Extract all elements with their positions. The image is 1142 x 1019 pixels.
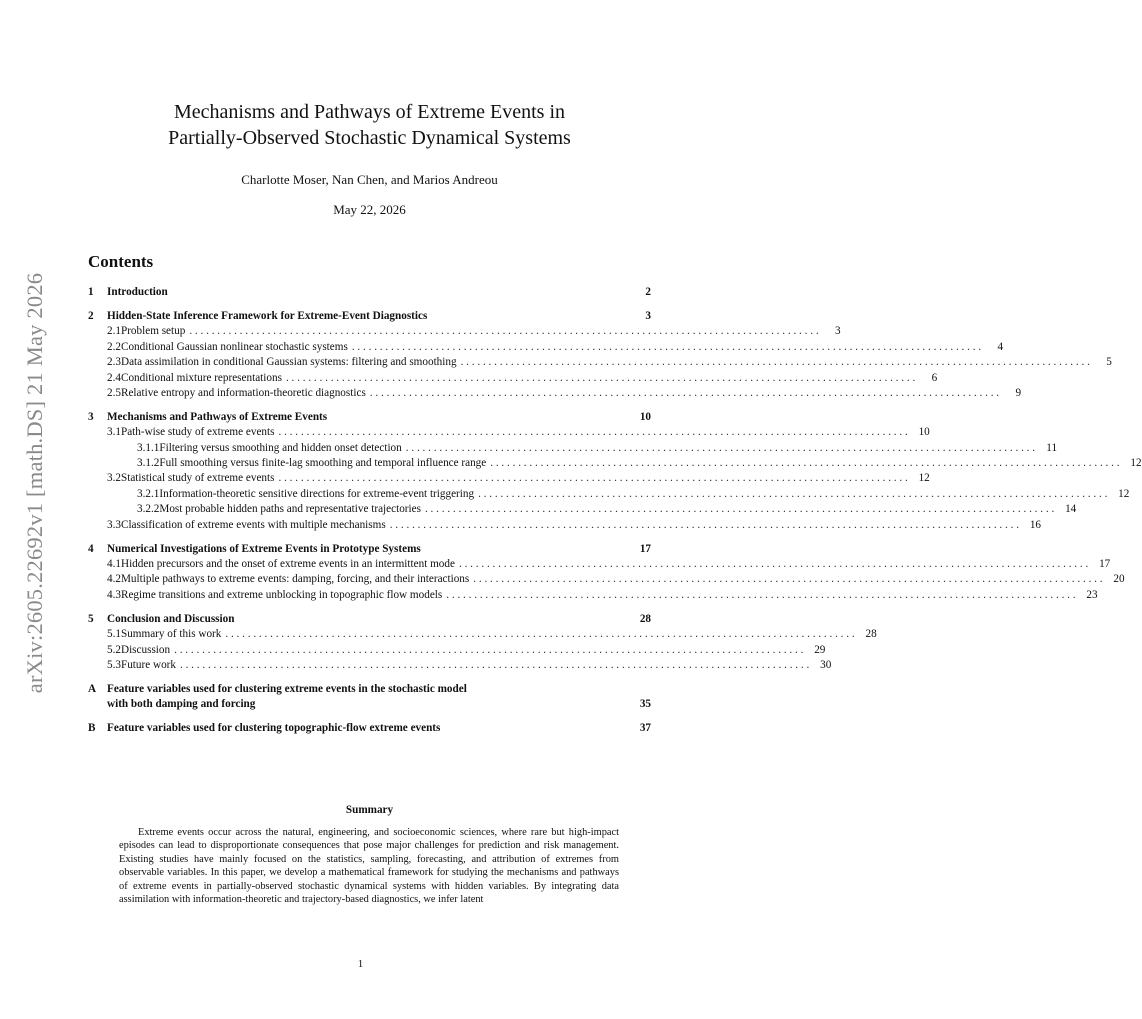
toc-appendix-b[interactable] xyxy=(88,721,651,736)
toc-entry-page: 2 xyxy=(645,286,651,298)
toc-entry-number: 3.1.2 xyxy=(137,457,160,470)
toc-leader-dots xyxy=(421,502,1054,517)
toc-entry-page: 12 xyxy=(1130,457,1142,470)
summary-text: Extreme events occur across the natural, engineering, and socioeconomic sciences, where rare but high-impact episodes can lead to disproportionate consequences that pose major challenges for prediction and risk management. Existing studies have mainly focused on the statistics, sampling, forecasting, and attribution of extremes from observable variables. In this paper, we develop a mathematical framework for studying the mechanisms and pathways of extreme events in partially-observed stochastic dynamical systems with hidden variables. By integrating data assimilation with information-theoretic and trajectory-based diagnostics, we infer latent xyxy=(119,827,619,906)
toc-entry-number: 3.3 xyxy=(107,518,121,531)
toc-leader-dots xyxy=(486,456,1119,471)
toc-entry-title xyxy=(107,682,629,713)
toc-entry-page: 3 xyxy=(645,309,651,322)
toc-entry-title: Mechanisms and Pathways of Extreme Events xyxy=(107,410,328,423)
toc-leader-dots xyxy=(274,425,907,440)
toc-entry-title: Path-wise study of extreme events xyxy=(120,426,275,439)
toc-entry-title: Numerical Investigations of Extreme Events in Prototype Systems xyxy=(107,542,421,555)
toc-entry-number: 2.5 xyxy=(107,386,121,399)
toc-entry-page: 14 xyxy=(1065,503,1077,516)
toc-entry-3-1-2[interactable] xyxy=(88,456,1142,471)
toc-entry-title: Data assimilation in conditional Gaussian systems: filtering and smoothing xyxy=(120,356,457,369)
toc-entry-number: B xyxy=(88,722,96,735)
toc-entry-page: 12 xyxy=(918,472,930,485)
toc-leader-dots xyxy=(457,355,1090,370)
toc-entry-3-1[interactable] xyxy=(88,425,930,440)
toc-entry-title: Feature variables used for clustering topographic-flow extreme events xyxy=(107,722,441,735)
toc-entry-title: Classification of extreme events with multiple mechanisms xyxy=(120,518,386,531)
toc-entry-3-1-1[interactable] xyxy=(88,441,1058,456)
toc-entry-5-1[interactable] xyxy=(88,627,877,642)
toc-entry-title: Discussion xyxy=(120,643,171,656)
toc-entry-number: 3.1.1 xyxy=(137,441,160,454)
toc-entry-title: Regime transitions and extreme unblocking in topographic flow models xyxy=(120,588,443,601)
toc-rows xyxy=(88,285,1142,673)
toc-entry-number: 2.4 xyxy=(107,371,121,384)
toc-entry-4-1[interactable] xyxy=(88,557,1111,572)
toc-entry-page: 28 xyxy=(639,612,651,625)
toc-entry-title: Problem setup xyxy=(120,325,186,338)
toc-entry-page: 17 xyxy=(1099,558,1111,570)
page-number: 1 xyxy=(357,958,364,970)
toc-entry-number: A xyxy=(88,682,97,695)
toc-entry-number: 4.1 xyxy=(107,558,121,570)
toc-entry-number: 4 xyxy=(88,542,94,555)
toc-entry-page: 20 xyxy=(1113,573,1125,586)
toc-entry-number: 3.2.2 xyxy=(137,503,160,516)
title-line-2: Partially-Observed Stochastic Dynamical Systems xyxy=(168,127,571,149)
toc-entry-title-line-2: with both damping and forcing xyxy=(107,698,256,711)
toc-entry-page: 9 xyxy=(1015,386,1022,399)
toc-entry-page: 10 xyxy=(918,426,930,439)
toc-entry-page: 6 xyxy=(931,371,938,384)
toc-leader-dots xyxy=(469,572,1102,587)
toc-heading: Contents xyxy=(88,252,154,271)
toc-entry-page: 12 xyxy=(1118,487,1130,500)
toc-entry-page: 10 xyxy=(639,410,651,423)
toc-leader-dots xyxy=(274,471,907,486)
toc-entry-5[interactable] xyxy=(88,612,651,627)
toc-entry-2-4[interactable] xyxy=(88,371,938,386)
toc-entry-title: Conclusion and Discussion xyxy=(107,612,235,625)
toc-entry-2-3[interactable] xyxy=(88,355,1112,370)
toc-entry-5-2[interactable] xyxy=(88,643,826,658)
toc-leader-dots xyxy=(282,371,915,386)
toc-entry-2-1[interactable] xyxy=(88,324,841,339)
toc-entry-number: 2.1 xyxy=(107,325,121,338)
toc-entry-number: 2.2 xyxy=(107,340,121,353)
toc-entry-3-2[interactable] xyxy=(88,471,930,486)
toc-entry-page: 16 xyxy=(1029,518,1041,531)
toc-entry-page: 11 xyxy=(1046,441,1058,454)
toc-leader-dots xyxy=(474,487,1107,502)
toc-entry-page: 28 xyxy=(865,628,877,641)
toc-leader-dots xyxy=(366,386,999,401)
toc-entry-number: 2 xyxy=(88,309,94,322)
toc-leader-dots xyxy=(170,643,803,658)
toc-entry-number: 4.2 xyxy=(107,573,121,586)
toc-entry-3-2-1[interactable] xyxy=(88,487,1130,502)
toc-entry-title: Hidden-State Inference Framework for Extreme-Event Diagnostics xyxy=(107,309,428,322)
toc-leader-dots xyxy=(386,518,1019,533)
toc-entry-title: Multiple pathways to extreme events: damping, forcing, and their interactions xyxy=(120,573,470,586)
toc-entry-page: 4 xyxy=(997,340,1004,353)
toc-entry-number: 5 xyxy=(88,612,94,625)
toc-entry-page: 37 xyxy=(639,722,651,735)
toc-entry-page: 29 xyxy=(814,643,826,656)
toc-entry-title: Summary of this work xyxy=(120,628,222,641)
toc-entry-title: Full smoothing versus finite-lag smoothing and temporal influence range xyxy=(159,457,487,470)
toc-entry-page: 30 xyxy=(820,658,832,671)
paper-title xyxy=(88,99,651,151)
toc-entry-title: Relative entropy and information-theoretic diagnostics xyxy=(120,386,366,399)
toc-entry-number: 5.1 xyxy=(107,628,121,641)
toc-entry-4-3[interactable] xyxy=(88,588,1098,603)
arxiv-identifier: arXiv:2605.22692v1 [math.DS] 21 May 2026 xyxy=(22,272,47,694)
toc-entry-title: Conditional mixture representations xyxy=(120,371,282,384)
toc-entry-title: Conditional Gaussian nonlinear stochastic systems xyxy=(120,340,348,353)
toc-entry-title-line-1: Feature variables used for clustering extreme events in the stochastic model xyxy=(107,682,467,695)
toc-leader-dots xyxy=(185,324,818,339)
toc-entry-title: Information-theoretic sensitive directions for extreme-event triggering xyxy=(159,487,475,500)
toc-entry-number: 5.3 xyxy=(107,658,121,671)
toc-entry-title: Hidden precursors and the onset of extreme events in an intermittent mode xyxy=(120,558,455,570)
toc-entry-3[interactable] xyxy=(88,410,651,425)
toc-entry-number: 1 xyxy=(88,286,94,298)
toc-entry-number: 4.3 xyxy=(107,588,121,601)
toc-entry-number: 2.3 xyxy=(107,356,121,369)
toc-entry-3-3[interactable] xyxy=(88,518,1041,533)
author-list: Charlotte Moser, Nan Chen, and Marios Andreou xyxy=(241,172,498,187)
title-line-1: Mechanisms and Pathways of Extreme Events in xyxy=(173,101,566,123)
toc-entry-number: 3.2.1 xyxy=(137,487,160,500)
summary-heading: Summary xyxy=(345,804,394,816)
toc-leader-dots xyxy=(221,627,854,642)
toc-entry-1[interactable] xyxy=(88,285,651,300)
toc-entry-page: 3 xyxy=(835,325,841,338)
toc-appendix-a[interactable] xyxy=(88,682,651,713)
toc-entry-page: 17 xyxy=(639,542,651,555)
toc-entry-4[interactable] xyxy=(88,542,651,557)
toc-leader-dots xyxy=(442,588,1075,603)
toc-entry-3-2-2[interactable] xyxy=(88,502,1077,517)
toc-leader-dots xyxy=(455,557,1088,572)
table-of-contents xyxy=(88,285,1142,737)
toc-entry-title: Future work xyxy=(120,658,176,671)
toc-entry-2[interactable] xyxy=(88,309,651,324)
toc-entry-5-3[interactable] xyxy=(88,658,832,673)
arxiv-sidebar-stamp xyxy=(20,272,50,694)
toc-leader-dots xyxy=(348,340,981,355)
toc-entry-page: 35 xyxy=(639,698,651,711)
toc-entry-number: 3.1 xyxy=(107,426,121,439)
toc-entry-2-5[interactable] xyxy=(88,386,1022,401)
toc-entry-4-2[interactable] xyxy=(88,572,1125,587)
toc-entry-page: 23 xyxy=(1086,588,1098,601)
toc-leader-dots xyxy=(176,658,809,673)
toc-entry-title: Most probable hidden paths and representative trajectories xyxy=(159,503,421,516)
toc-entry-title: Introduction xyxy=(107,286,168,298)
toc-entry-number: 5.2 xyxy=(107,643,121,656)
toc-entry-title: Statistical study of extreme events xyxy=(120,472,275,485)
toc-entry-title: Filtering versus smoothing and hidden onset detection xyxy=(159,441,402,454)
toc-entry-page: 5 xyxy=(1106,356,1112,369)
toc-entry-number: 3 xyxy=(88,410,94,423)
toc-entry-number: 3.2 xyxy=(107,472,121,485)
toc-entry-2-2[interactable] xyxy=(88,340,1004,355)
toc-leader-dots xyxy=(402,441,1035,456)
paper-date: May 22, 2026 xyxy=(333,202,406,217)
